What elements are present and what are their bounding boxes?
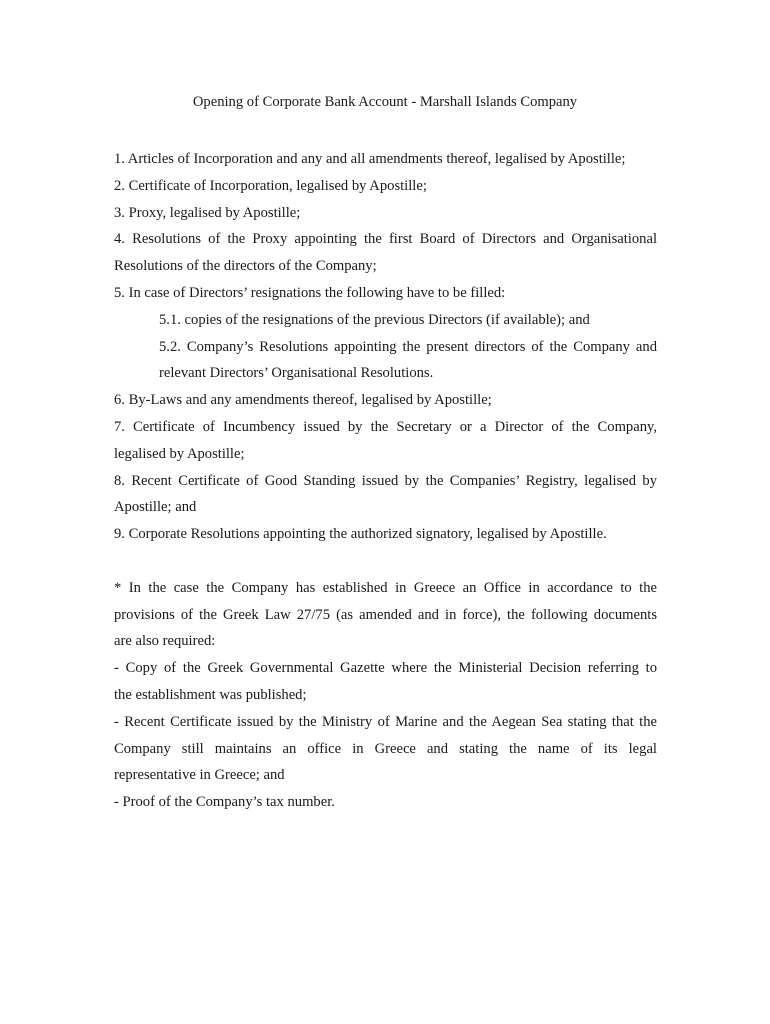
note-bullet-2: - Recent Certificate issued by the Ministry of Marine and the Aegean Sea stating that the <box>114 713 657 730</box>
paragraph-gap <box>114 548 657 575</box>
document-title: Opening of Corporate Bank Account - Marshall Islands Company <box>192 94 578 110</box>
note-line-2: provisions of the Greek Law 27/75 (as amended and in force), the following documents <box>114 606 657 623</box>
greece-office-note <box>114 575 657 816</box>
list-item-8: 8. Recent Certificate of Good Standing issued by the Companies’ Registry, legalised by <box>114 472 657 489</box>
list-item-9: 9. Corporate Resolutions appointing the authorized signatory, legalised by Apostille. <box>114 526 607 543</box>
list-item-7-continuation: legalised by Apostille; <box>114 445 245 462</box>
list-item-8-continuation: Apostille; and <box>114 499 197 516</box>
list-item-2: 2. Certificate of Incorporation, legalised by Apostille; <box>114 177 427 194</box>
note-bullet-2-continuation: Company still maintains an office in Greece and stating the name of its legal <box>114 740 657 757</box>
list-item-1: 1. Articles of Incorporation and any and all amendments thereof, legalised by Apostille; <box>114 151 626 167</box>
list-item-4-continuation: Resolutions of the directors of the Company; <box>114 258 377 275</box>
list-item-5-1: 5.1. copies of the resignations of the previous Directors (if available); and <box>159 311 590 328</box>
note-bullet-1: - Copy of the Greek Governmental Gazette where the Ministerial Decision referring to <box>114 660 657 677</box>
note-bullet-3: - Proof of the Company’s tax number. <box>114 794 335 811</box>
list-item-5-2: 5.2. Company’s Resolutions appointing the present directors of the Company and <box>159 338 657 355</box>
list-item-6: 6. By-Laws and any amendments thereof, legalised by Apostille; <box>114 392 492 409</box>
list-item-5: 5. In case of Directors’ resignations the following have to be filled: <box>114 284 506 301</box>
note-bullet-1-continuation: the establishment was published; <box>114 686 307 703</box>
requirements-list <box>114 146 657 548</box>
list-item-5-2-continuation: relevant Directors’ Organisational Resolutions. <box>159 365 434 382</box>
document-body <box>114 146 657 816</box>
list-item-3: 3. Proxy, legalised by Apostille; <box>114 204 301 221</box>
list-item-4: 4. Resolutions of the Proxy appointing the first Board of Directors and Organisational <box>114 231 657 248</box>
note-line-3: are also required: <box>114 633 216 650</box>
note-line-1: * In the case the Company has established in Greece an Office in accordance to the <box>114 579 657 596</box>
list-item-7: 7. Certificate of Incumbency issued by the Secretary or a Director of the Company, <box>114 418 657 435</box>
note-bullet-2-continuation-2: representative in Greece; and <box>114 767 285 784</box>
